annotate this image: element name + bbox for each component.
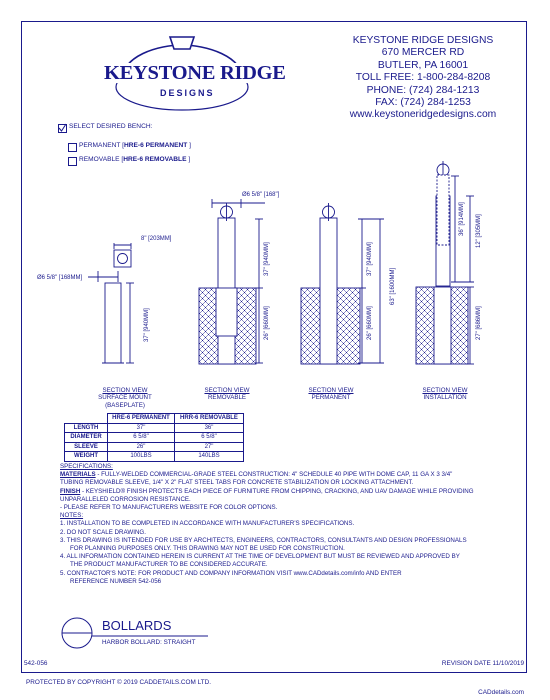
caption-permanent-sub1: PERMANENT bbox=[311, 394, 351, 402]
caption-installation-label: SECTION VIEW bbox=[422, 387, 468, 394]
dim-surface-height: 37" [940MM] bbox=[144, 308, 150, 342]
dim-install-top: 36" [914MM] bbox=[459, 202, 465, 236]
spec-cell: 27" bbox=[175, 442, 244, 452]
dim-permanent-above: 37" [940MM] bbox=[367, 242, 373, 276]
select-heading: SELECT DESIRED BENCH: bbox=[69, 123, 153, 130]
logo-sub-text: DESIGNS bbox=[160, 88, 215, 98]
caption-surface-sub1: SURFACE MOUNT bbox=[98, 394, 152, 402]
logo-main-text: KEYSTONE RIDGE bbox=[104, 62, 286, 84]
dim-install-below: 27" [686MM] bbox=[476, 306, 482, 340]
specifications-block bbox=[60, 463, 518, 586]
spec-cell: 36" bbox=[175, 423, 244, 433]
notes-heading: NOTES: bbox=[60, 512, 84, 520]
revision-date: REVISION DATE 11/10/2019 bbox=[441, 660, 524, 667]
dim-dia-left: Ø6 5/8" [168MM] bbox=[37, 275, 83, 281]
caption-surface bbox=[80, 387, 170, 409]
removable-suffix: ] bbox=[186, 156, 191, 163]
spec-cell: 140LBS bbox=[175, 452, 244, 462]
note-item: THE PRODUCT MANUFACTURER TO BE CONSIDERED ACCURATE. bbox=[70, 561, 268, 569]
copyright-text: PROTECTED BY COPYRIGHT © 2019 CADDETAILS.COM LTD. bbox=[26, 679, 211, 686]
spec-table-header bbox=[65, 414, 244, 424]
spec-row-label: DIAMETER bbox=[65, 433, 108, 443]
dim-dia-top: Ø6 5/8" [168"] bbox=[242, 192, 280, 198]
caption-permanent-label: SECTION VIEW bbox=[308, 387, 354, 394]
note-item: 3. THIS DRAWING IS INTENDED FOR USE BY ARCHITECTS, ENGINEERS, CONTRACTORS, CONSULTANTS AND DESIGN PROFESSIONALS bbox=[60, 536, 467, 544]
drawing-title: BOLLARDS bbox=[102, 618, 172, 633]
spec-header-removable: HRR-6 REMOVABLE bbox=[175, 414, 244, 424]
dim-baseplate: 8" [203MM] bbox=[141, 236, 172, 242]
spec-header-permanent: HRE-6 PERMANENT bbox=[108, 414, 175, 424]
company-website[interactable]: www.keystoneridgedesigns.com bbox=[349, 109, 497, 121]
caption-surface-sub2: (BASEPLATE) bbox=[105, 401, 145, 409]
caption-installation-sub1: INSTALLATION bbox=[423, 394, 467, 402]
table-row bbox=[65, 423, 244, 433]
dim-install-sleeve: 12" [305MM] bbox=[476, 214, 482, 248]
materials-text: - FULLY-WELDED COMMERCIAL-GRADE STEEL CONSTRUCTION: 4" SCHEDULE 40 PIPE WITH DOME CAP, 11 GA X 3 3/4" bbox=[95, 471, 453, 479]
note-item: 4. ALL INFORMATION CONTAINED HEREIN IS CURRENT AT THE TIME OF DEVELOPMENT BUT MUST BE REVIEWED AND APPROVED BY bbox=[60, 553, 460, 561]
spec-cell: 6 5/8" bbox=[175, 433, 244, 443]
dim-removable-above: 37" [940MM] bbox=[264, 242, 270, 276]
caption-removable bbox=[182, 387, 272, 402]
company-fax: FAX: (724) 284-1253 bbox=[375, 97, 471, 109]
caddetails-link[interactable]: CADdetails.com bbox=[478, 689, 524, 696]
spec-header-blank bbox=[65, 414, 108, 424]
note-item: REFERENCE NUMBER 542-056 bbox=[70, 577, 162, 585]
materials-text-2: TUBING REMOVABLE SLEEVE, 1/4" X 2" FLAT STEEL TABS FOR CONCRETE STABILIZATION OR LOCKING ATTACHMENT. bbox=[60, 479, 414, 487]
company-toll-free: TOLL FREE: 1-800-284-8208 bbox=[355, 72, 491, 84]
removable-code: HRE-6 REMOVABLE bbox=[123, 156, 187, 163]
caption-removable-label: SECTION VIEW bbox=[204, 387, 250, 394]
company-address: 670 MERCER RD bbox=[381, 47, 465, 59]
caption-removable-sub1: REMOVABLE bbox=[207, 394, 247, 402]
dim-permanent-below: 26" [660MM] bbox=[367, 306, 373, 340]
note-item: 5. CONTRACTOR'S NOTE: FOR PRODUCT AND COMPANY INFORMATION VISIT www.CADdetails.com/info AND ENTER bbox=[60, 569, 402, 577]
permanent-suffix: ] bbox=[187, 142, 192, 149]
company-phone: PHONE: (724) 284-1213 bbox=[366, 84, 480, 96]
color-text: - PLEASE REFER TO MANUFACTURERS WEBSITE FOR COLOR OPTIONS. bbox=[60, 504, 278, 512]
finish-text-2: UNPARALLELED CORROSION RESISTANCE. bbox=[60, 495, 191, 503]
company-name: KEYSTONE RIDGE DESIGNS bbox=[352, 35, 494, 46]
caption-installation bbox=[400, 387, 490, 402]
note-item: 1. INSTALLATION TO BE COMPLETED IN ACCORDANCE WITH MANUFACTURER'S SPECIFICATIONS. bbox=[60, 520, 355, 528]
spec-row-label: WEIGHT bbox=[65, 452, 108, 462]
removable-label: REMOVABLE [ bbox=[79, 156, 124, 163]
dim-removable-below: 26" [660MM] bbox=[264, 306, 270, 340]
specifications-heading: SPECIFICATIONS: bbox=[60, 463, 113, 470]
note-item: 2. DO NOT SCALE DRAWING. bbox=[60, 528, 146, 536]
reference-number: 542-056 bbox=[24, 660, 48, 667]
caption-permanent bbox=[286, 387, 376, 402]
spec-table bbox=[64, 413, 244, 462]
finish-text: - KEYSHIELD® FINISH PROTECTS EACH PIECE OF FURNITURE FROM CHIPPING, CRACKING, AND UAV DAMAGE WHILE PROVIDING bbox=[80, 487, 474, 495]
spec-cell: 6 5/8" bbox=[108, 433, 175, 443]
note-item: FOR PLANNING PURPOSES ONLY. THIS DRAWING MAY NOT BE USED FOR CONSTRUCTION. bbox=[70, 545, 345, 553]
finish-label: FINISH bbox=[60, 487, 81, 495]
permanent-code: HRE-6 PERMANENT bbox=[123, 142, 188, 149]
permanent-label: PERMANENT [ bbox=[79, 142, 124, 149]
dim-permanent-total: 63" [1600MM] bbox=[390, 267, 396, 305]
spec-row-label: SLEEVE bbox=[65, 442, 108, 452]
caption-surface-label: SECTION VIEW bbox=[102, 387, 148, 394]
table-row bbox=[65, 452, 244, 462]
table-row bbox=[65, 433, 244, 443]
spec-row-label: LENGTH bbox=[65, 423, 108, 433]
materials-label: MATERIALS bbox=[60, 471, 96, 479]
drawing-subtitle: HARBOR BOLLARD: STRAIGHT bbox=[102, 639, 196, 646]
spec-cell: 100LBS bbox=[108, 452, 175, 462]
spec-cell: 26" bbox=[108, 442, 175, 452]
company-city: BUTLER, PA 16001 bbox=[377, 59, 469, 71]
table-row bbox=[65, 442, 244, 452]
baseplate-plan bbox=[114, 250, 131, 267]
spec-cell: 37" bbox=[108, 423, 175, 433]
